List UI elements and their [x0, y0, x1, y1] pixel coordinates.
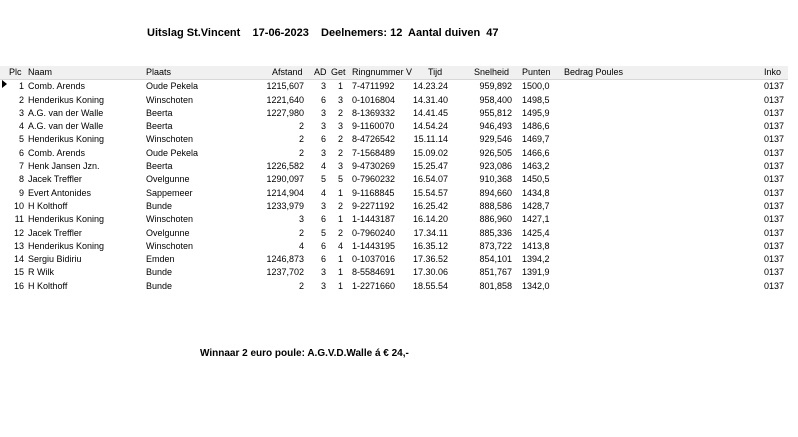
table-row[interactable] — [0, 160, 788, 173]
table-row[interactable] — [0, 266, 788, 279]
cell-get: 2 — [337, 147, 343, 158]
cell-plaats: Emden — [146, 254, 175, 265]
cell-punten: 1498,5 — [522, 94, 550, 105]
cell-afstand: 2 — [298, 121, 304, 132]
cell-plc: 9 — [18, 187, 24, 198]
cell-ring: 0-7960240 — [352, 227, 396, 238]
cell-ad: 5 — [320, 227, 326, 238]
cell-inko: 0137 — [764, 240, 785, 251]
cell-plc: 13 — [13, 240, 24, 251]
cell-get: 1 — [337, 267, 343, 278]
cell-tijd: 17.30.06 — [412, 267, 448, 278]
cell-plc: 5 — [18, 134, 24, 145]
cell-ad: 3 — [320, 107, 326, 118]
table-row[interactable] — [0, 80, 788, 93]
cell-snelheid: 955,812 — [479, 107, 512, 118]
cell-snelheid: 854,101 — [479, 254, 512, 265]
cell-afstand: 1214,904 — [266, 187, 304, 198]
cell-plaats: Sappemeer — [146, 187, 193, 198]
cell-inko: 0137 — [764, 107, 785, 118]
cell-afstand: 1227,980 — [266, 107, 304, 118]
cell-ring: 7-4711992 — [352, 81, 395, 92]
cell-plaats: Oude Pekela — [146, 147, 199, 158]
cell-ad: 3 — [320, 147, 326, 158]
cell-inko: 0137 — [764, 267, 785, 278]
cell-tijd: 15.54.57 — [412, 187, 448, 198]
cell-plaats: Winschoten — [146, 94, 194, 105]
cell-tijd: 18.55.54 — [412, 280, 448, 291]
cell-punten: 1500,0 — [522, 81, 550, 92]
cell-snelheid: 929,546 — [479, 134, 512, 145]
cell-ring: 9-4730269 — [352, 161, 396, 172]
cell-naam: Henderikus Koning — [28, 214, 105, 225]
cell-ad: 3 — [320, 121, 326, 132]
cell-plc: 11 — [14, 214, 24, 225]
cell-inko: 0137 — [764, 227, 785, 238]
cell-plaats: Ovelgunne — [146, 174, 190, 185]
cell-naam: Jacek Treffler — [28, 174, 82, 185]
cell-ring: 1-2271660 — [352, 280, 396, 291]
cell-naam: Comb. Arends — [28, 81, 86, 92]
cell-plc: 8 — [18, 174, 24, 185]
cell-naam: Evert Antonides — [28, 187, 92, 198]
cell-afstand: 2 — [298, 147, 304, 158]
grid-header — [0, 66, 788, 80]
cell-tijd: 14.41.45 — [412, 107, 448, 118]
cell-snelheid: 946,493 — [479, 121, 512, 132]
cell-ad: 6 — [320, 134, 326, 145]
cell-snelheid: 923,086 — [479, 161, 512, 172]
cell-afstand: 1233,979 — [266, 200, 304, 211]
cell-inko: 0137 — [764, 134, 785, 145]
table-row[interactable] — [0, 213, 788, 226]
cell-plaats: Bunde — [146, 280, 173, 291]
cell-snelheid: 873,722 — [479, 240, 512, 251]
table-row[interactable] — [0, 187, 788, 200]
cell-inko: 0137 — [764, 200, 785, 211]
cell-snelheid: 888,586 — [479, 200, 512, 211]
cell-punten: 1450,5 — [522, 174, 550, 185]
cell-ring: 0-7960232 — [352, 174, 396, 185]
cell-punten: 1425,4 — [522, 227, 550, 238]
cell-tijd: 16.35.12 — [412, 240, 448, 251]
column-header-ringnummer[interactable]: Ringnummer V — [352, 67, 413, 77]
cell-punten: 1463,2 — [522, 161, 550, 172]
cell-plc: 2 — [18, 94, 24, 105]
grid-body — [0, 80, 788, 293]
table-row[interactable] — [0, 253, 788, 266]
column-header-bedrag-poules[interactable]: Bedrag Poules — [564, 67, 624, 77]
cell-afstand: 1237,702 — [266, 267, 304, 278]
results-grid — [0, 66, 788, 293]
cell-punten: 1428,7 — [522, 200, 550, 211]
table-row[interactable] — [0, 240, 788, 253]
cell-ring: 9-1160070 — [352, 121, 395, 132]
cell-inko: 0137 — [764, 161, 785, 172]
cell-inko: 0137 — [764, 280, 785, 291]
cell-ring: 1-1443187 — [352, 214, 396, 225]
cell-plc: 4 — [18, 121, 24, 132]
cell-plaats: Winschoten — [146, 214, 194, 225]
cell-afstand: 2 — [298, 227, 304, 238]
table-row[interactable] — [0, 120, 788, 133]
cell-ring: 8-4726542 — [352, 134, 396, 145]
cell-punten: 1391,9 — [522, 267, 550, 278]
cell-tijd: 16.25.42 — [412, 200, 448, 211]
column-header-punten[interactable]: Punten — [522, 67, 551, 77]
cell-afstand: 2 — [298, 134, 304, 145]
cell-get: 1 — [337, 280, 343, 291]
cell-get: 3 — [337, 94, 343, 105]
cell-ad: 6 — [320, 214, 326, 225]
cell-ad: 6 — [320, 94, 326, 105]
cell-inko: 0137 — [764, 254, 785, 265]
cell-afstand: 1226,582 — [266, 161, 304, 172]
cell-get: 2 — [337, 200, 343, 211]
cell-tijd: 15.25.47 — [412, 161, 448, 172]
cell-ad: 6 — [320, 254, 326, 265]
cell-ring: 8-1369332 — [352, 107, 396, 118]
cell-ring: 9-2271192 — [352, 200, 395, 211]
column-header-plc[interactable]: Plc — [9, 67, 22, 77]
cell-snelheid: 959,892 — [479, 81, 512, 92]
cell-naam: H Kolthoff — [28, 200, 68, 211]
cell-get: 1 — [337, 214, 343, 225]
cell-afstand: 4 — [298, 240, 304, 251]
cell-ad: 5 — [320, 174, 326, 185]
cell-tijd: 14.31.40 — [412, 94, 448, 105]
cell-tijd: 16.14.20 — [412, 214, 448, 225]
cell-plc: 3 — [18, 107, 24, 118]
cell-ad: 4 — [320, 161, 326, 172]
cell-get: 3 — [337, 161, 343, 172]
cell-ring: 0-1016804 — [352, 94, 396, 105]
cell-punten: 1427,1 — [522, 214, 550, 225]
cell-get: 3 — [337, 121, 343, 132]
cell-afstand: 1246,873 — [266, 254, 304, 265]
cell-ad: 3 — [320, 200, 326, 211]
cell-naam: Henk Jansen Jzn. — [28, 161, 100, 172]
cell-punten: 1413,8 — [522, 240, 550, 251]
cell-tijd: 16.54.07 — [412, 174, 448, 185]
cell-plaats: Bunde — [146, 267, 173, 278]
cell-ring: 9-1168845 — [352, 187, 395, 198]
cell-snelheid: 958,400 — [479, 94, 512, 105]
cell-tijd: 14.23.24 — [412, 81, 448, 92]
cell-get: 1 — [337, 81, 343, 92]
cell-plc: 10 — [13, 200, 24, 211]
cell-plaats: Oude Pekela — [146, 81, 199, 92]
table-row[interactable] — [0, 133, 788, 146]
cell-punten: 1434,8 — [522, 187, 550, 198]
cell-punten: 1469,7 — [522, 134, 550, 145]
column-header-afstand[interactable]: Afstand — [272, 67, 303, 77]
cell-plaats: Ovelgunne — [146, 227, 190, 238]
cell-ad: 4 — [320, 187, 326, 198]
cell-tijd: 14.54.24 — [412, 121, 448, 132]
winner-announcement: Winnaar 2 euro poule: A.G.V.D.Walle á € 24,- — [200, 348, 409, 359]
cell-ad: 6 — [320, 240, 326, 251]
cell-naam: R Wilk — [28, 267, 54, 278]
table-row[interactable] — [0, 94, 788, 107]
table-row[interactable] — [0, 227, 788, 240]
cell-afstand: 1290,097 — [266, 174, 304, 185]
cell-punten: 1466,6 — [522, 147, 550, 158]
cell-plc: 15 — [13, 267, 24, 278]
cell-get: 2 — [337, 107, 343, 118]
cell-ring: 1-1443195 — [352, 240, 396, 251]
cell-tijd: 17.34.11 — [413, 227, 448, 238]
cell-plc: 6 — [18, 147, 24, 158]
cell-plc: 14 — [13, 254, 24, 265]
cell-afstand: 2 — [298, 280, 304, 291]
cell-ring: 7-1568489 — [352, 147, 396, 158]
cell-naam: Henderikus Koning — [28, 240, 105, 251]
table-row[interactable] — [0, 200, 788, 213]
cell-get: 1 — [337, 254, 343, 265]
column-header-ad[interactable]: AD — [314, 67, 327, 77]
cell-plaats: Winschoten — [146, 134, 194, 145]
cell-tijd: 17.36.52 — [412, 254, 448, 265]
cell-snelheid: 926,505 — [479, 147, 512, 158]
cell-snelheid: 910,368 — [479, 174, 512, 185]
cell-naam: Henderikus Koning — [28, 134, 105, 145]
column-header-snelheid[interactable]: Snelheid — [474, 67, 510, 77]
cell-inko: 0137 — [764, 174, 785, 185]
cell-punten: 1394,2 — [522, 254, 550, 265]
table-row[interactable] — [0, 280, 788, 293]
cell-plc: 7 — [18, 161, 24, 172]
column-header-naam[interactable]: Naam — [28, 67, 53, 77]
cell-punten: 1342,0 — [522, 280, 550, 291]
cell-plc: 16 — [13, 280, 24, 291]
cell-get: 2 — [337, 227, 343, 238]
cell-naam: Sergiu Bidiriu — [28, 254, 82, 265]
cell-plaats: Winschoten — [146, 240, 194, 251]
cell-inko: 0137 — [764, 187, 785, 198]
cell-plaats: Beerta — [146, 121, 173, 132]
cell-naam: Jacek Treffler — [28, 227, 82, 238]
cell-inko: 0137 — [764, 147, 785, 158]
cell-get: 4 — [337, 240, 343, 251]
cell-ring: 0-1037016 — [352, 254, 396, 265]
cell-naam: Comb. Arends — [28, 147, 86, 158]
cell-snelheid: 851,767 — [479, 267, 512, 278]
cell-tijd: 15.11.14 — [413, 134, 448, 145]
cell-naam: H Kolthoff — [28, 280, 68, 291]
column-header-tijd[interactable]: Tijd — [428, 67, 443, 77]
table-row[interactable] — [0, 173, 788, 186]
cell-inko: 0137 — [764, 121, 785, 132]
column-header-inko[interactable]: Inko — [764, 67, 782, 77]
cell-inko: 0137 — [764, 214, 785, 225]
column-header-plaats[interactable]: Plaats — [146, 67, 172, 77]
cell-plaats: Beerta — [146, 161, 173, 172]
cell-afstand: 3 — [298, 214, 304, 225]
cell-plaats: Beerta — [146, 107, 173, 118]
cell-inko: 0137 — [764, 81, 785, 92]
cell-afstand: 1221,640 — [266, 94, 304, 105]
cell-naam: Henderikus Koning — [28, 94, 105, 105]
cell-get: 1 — [337, 187, 343, 198]
table-row[interactable] — [0, 107, 788, 120]
cell-plaats: Bunde — [146, 200, 173, 211]
cell-afstand: 1215,607 — [266, 81, 304, 92]
cell-inko: 0137 — [764, 94, 785, 105]
cell-snelheid: 801,858 — [479, 280, 512, 291]
cell-naam: A.G. van der Walle — [28, 107, 104, 118]
cell-punten: 1486,6 — [522, 121, 550, 132]
cell-snelheid: 894,660 — [479, 187, 512, 198]
cell-plc: 12 — [13, 227, 24, 238]
table-row[interactable] — [0, 147, 788, 160]
cell-punten: 1495,9 — [522, 107, 550, 118]
column-header-get[interactable]: Get — [331, 67, 346, 77]
cell-get: 5 — [337, 174, 343, 185]
cell-tijd: 15.09.02 — [412, 147, 448, 158]
cell-get: 2 — [337, 134, 343, 145]
report-title: Uitslag St.Vincent 17-06-2023 Deelnemers: 12 Aantal duiven 47 — [147, 27, 499, 39]
cell-naam: A.G. van der Walle — [28, 121, 104, 132]
cell-ad: 3 — [320, 81, 326, 92]
cell-snelheid: 886,960 — [479, 214, 512, 225]
cell-plc: 1 — [18, 81, 24, 92]
cell-snelheid: 885,336 — [479, 227, 512, 238]
cell-ring: 8-5584691 — [352, 267, 396, 278]
cell-ad: 3 — [320, 280, 326, 291]
cell-ad: 3 — [320, 267, 326, 278]
